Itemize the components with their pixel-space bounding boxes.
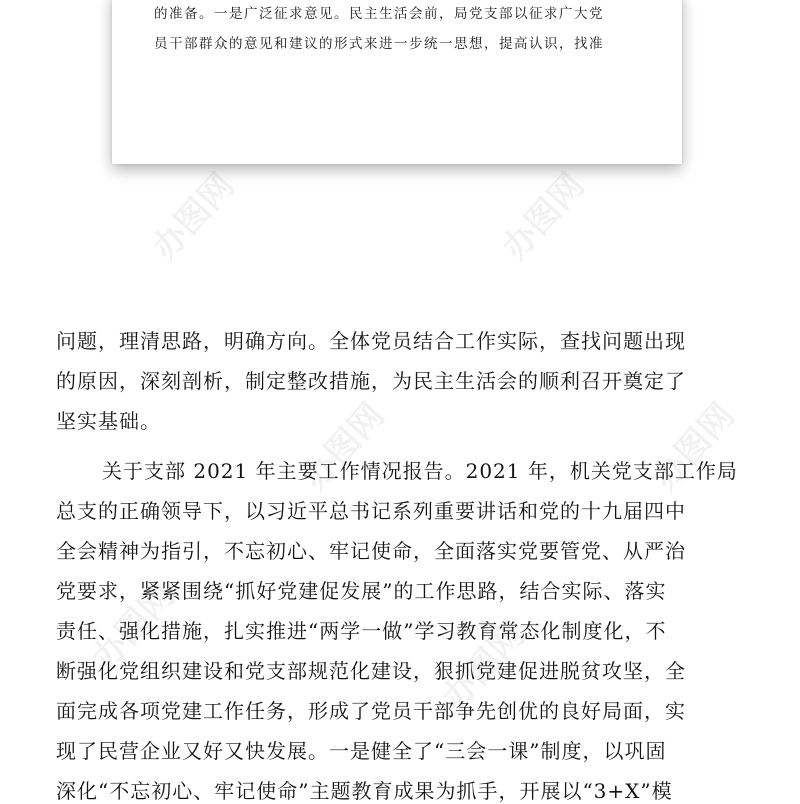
body-line: 断强化党组织建设和党支部规范化建设，狠抓党建促进脱贫攻坚，全 (56, 659, 686, 683)
preview-card-line-2: 员干部群众的意见和建议的形式来进一步统一思想，提高认识，找准 (154, 36, 604, 52)
body-line: 责任、强化措施，扎实推进“两学一做”学习教育常态化制度化，不 (56, 619, 667, 643)
watermark: 办图网 (144, 165, 243, 269)
paragraph-first-line: 关于支部 2021 年主要工作情况报告。2021 年，机关党支部工作局 (102, 459, 738, 483)
watermark: 办图网 (84, 575, 183, 679)
watermark: 办图网 (434, 615, 533, 719)
body-line: 面完成各项党建工作任务，形成了党员干部争先创优的良好局面，实 (56, 699, 686, 723)
body-line: 党要求，紧紧围绕“抓好党建促发展”的工作思路，结合实际、落实 (56, 579, 667, 603)
body-line: 全会精神为指引，不忘初心、牢记使命，全面落实党要管党、从严治 (56, 539, 686, 563)
body-line: 总支的正确领导下，以习近平总书记系列重要讲话和党的十九届四中 (56, 499, 686, 523)
body-line: 坚实基础。 (56, 409, 161, 433)
watermark: 办图网 (644, 395, 743, 499)
preview-card (112, 0, 682, 164)
body-line: 的原因，深刻剖析，制定整改措施，为民主生活会的顺利召开奠定了 (56, 369, 686, 393)
preview-card-line-1: 的准备。一是广泛征求意见。民主生活会前，局党支部以征求广大党 (154, 6, 604, 22)
watermark: 办图网 (494, 165, 593, 269)
body-line: 问题，理清思路，明确方向。全体党员结合工作实际，查找问题出现 (56, 329, 686, 353)
body-line: 深化“不忘初心、牢记使命”主题教育成果为抓手，开展以“3+X”模 (56, 779, 673, 803)
body-line: 现了民营企业又好又快发展。一是健全了“三会一课”制度，以巩固 (56, 739, 667, 763)
watermark: 办图网 (294, 395, 393, 499)
